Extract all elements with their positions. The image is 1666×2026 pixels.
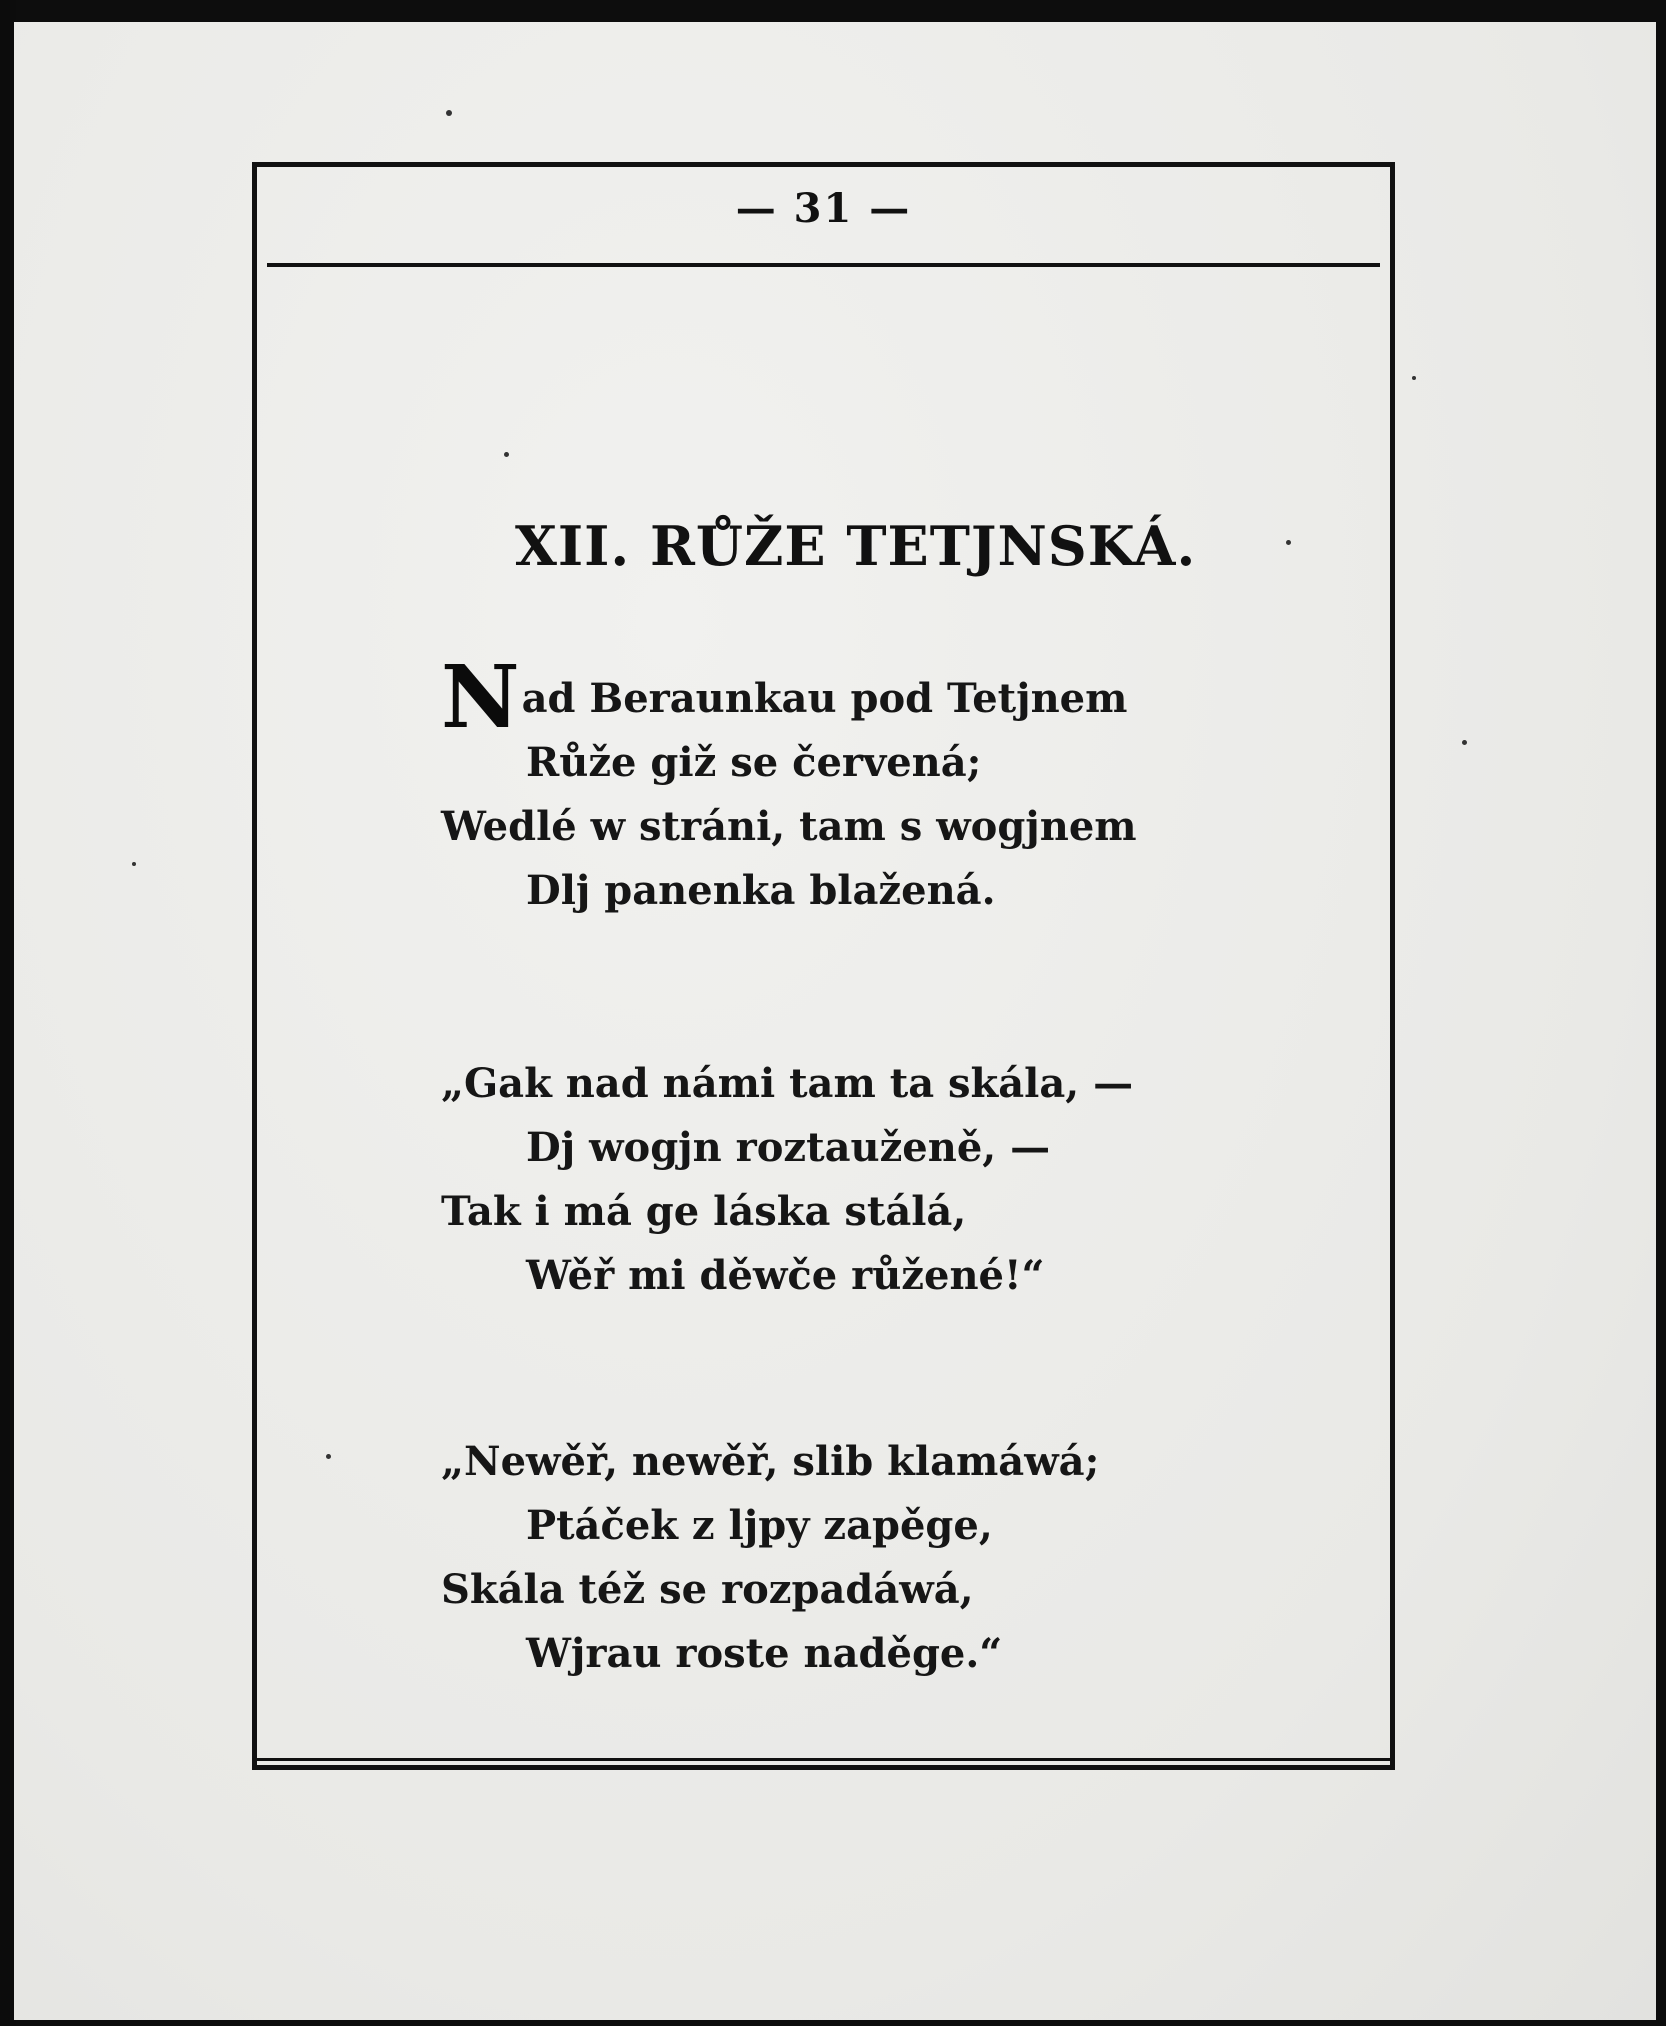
- poem-title: XII. RŮŽE TETJNSKÁ.: [515, 514, 1197, 578]
- stanza-line: „Newěř, newěř, slib klamáwá;: [441, 1438, 1100, 1485]
- paper-speck: [1286, 540, 1291, 545]
- paper-speck: [326, 1454, 331, 1459]
- book-page: [14, 22, 1656, 2020]
- stanza-line: Dlj panenka blažená.: [526, 867, 996, 914]
- page-frame: [252, 162, 1395, 1770]
- header-rule: [267, 263, 1380, 267]
- stanza-line: Wěř mi děwče růžené!“: [526, 1252, 1045, 1299]
- stanza-2: [441, 1052, 1341, 1308]
- stanza-line: „Gak nad námi tam ta skála, —: [441, 1060, 1134, 1107]
- paper-speck: [504, 452, 509, 457]
- stanza-line: Wjrau roste naděge.“: [526, 1630, 1003, 1677]
- stanza-line: Tak i má ge láska stálá,: [441, 1188, 967, 1235]
- stanza-line-text: ad Beraunkau pod Tetjnem: [521, 675, 1128, 722]
- paper-speck: [132, 862, 136, 866]
- stanza-3: [441, 1430, 1341, 1686]
- stanza-line: Wedlé w stráni, tam s wogjnem: [441, 803, 1137, 850]
- paper-speck: [1462, 740, 1467, 745]
- stanza-line: Ptáček z ljpy zapěge,: [526, 1502, 993, 1549]
- paper-speck: [446, 110, 452, 116]
- paper-speck: [1412, 376, 1416, 380]
- stanza-1: [441, 647, 1341, 923]
- drop-cap: N: [441, 647, 520, 748]
- page-number: — 31 —: [735, 185, 912, 232]
- stanza-line: Skála též se rozpadáwá,: [441, 1566, 974, 1613]
- stanza-line: Růže giž se červená;: [526, 739, 982, 786]
- stanza-line: Dj wogjn roztauženě, —: [526, 1124, 1051, 1171]
- bottom-rule: [257, 1758, 1390, 1761]
- stanza-line: [441, 647, 1341, 748]
